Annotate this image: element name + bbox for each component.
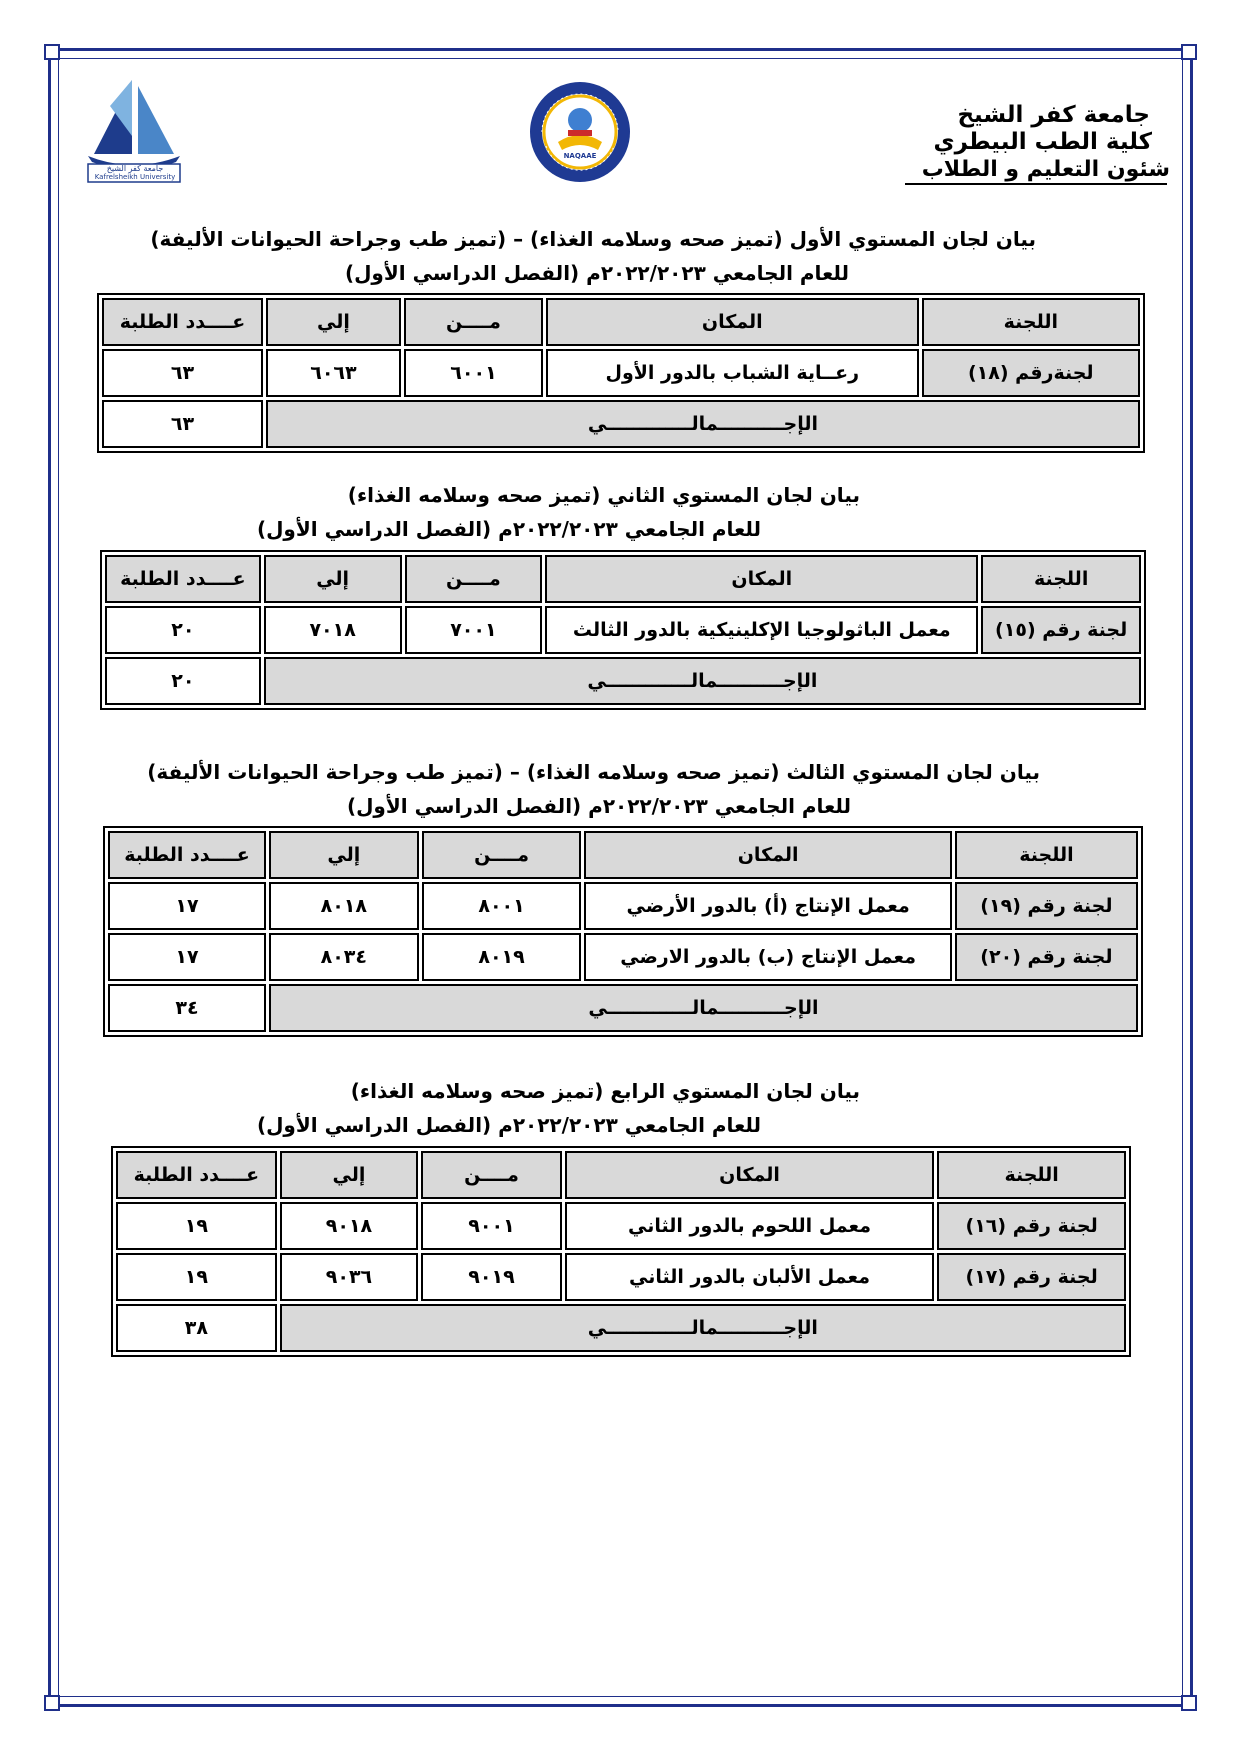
total-value: ٢٠ xyxy=(105,657,261,705)
cell-place: معمل اللحوم بالدور الثاني xyxy=(565,1202,934,1250)
section-subtitle: للعام الجامعي ٢٠٢٢/٢٠٢٣م (الفصل الدراسي الأول) xyxy=(256,517,762,541)
header-committee: اللجنة xyxy=(922,298,1140,346)
logo-left-sub: Kafrelsheikh University xyxy=(94,173,176,181)
header-count: عــــدد الطلبة xyxy=(108,831,266,879)
naqaae-seal xyxy=(528,80,632,184)
header-committee: اللجنة xyxy=(937,1151,1126,1199)
total-row xyxy=(108,984,1138,1032)
header-place: المكان xyxy=(545,555,978,603)
frame-corner xyxy=(1181,44,1197,60)
logo-left-text: جامعة كفر الشيخ xyxy=(106,164,164,173)
cell-committee: لجنة رقم (١٥) xyxy=(981,606,1141,654)
section-subtitle: للعام الجامعي ٢٠٢٢/٢٠٢٣م (الفصل الدراسي الأول) xyxy=(344,261,850,285)
institution-block xyxy=(840,102,1170,183)
header-count: عــــدد الطلبة xyxy=(116,1151,277,1199)
header-committee: اللجنة xyxy=(981,555,1141,603)
table-row xyxy=(102,349,1140,397)
section-level-3 xyxy=(98,755,1040,823)
committee-table-level-4 xyxy=(111,1146,1131,1357)
header-to: إلي xyxy=(280,1151,419,1199)
section-level-2 xyxy=(98,478,860,546)
table-header-row xyxy=(116,1151,1126,1199)
department-name: شئون التعليم و الطلاب xyxy=(921,157,1170,182)
cell-count: ١٩ xyxy=(116,1202,277,1250)
frame-corner xyxy=(1181,1695,1197,1711)
header-place: المكان xyxy=(565,1151,934,1199)
table-row xyxy=(108,882,1138,930)
total-label: الإجــــــــــمالـــــــــــــي xyxy=(269,984,1138,1032)
header-from: مــــن xyxy=(421,1151,562,1199)
cell-from: ٦٠٠١ xyxy=(404,349,543,397)
cell-place: معمل الألبان بالدور الثاني xyxy=(565,1253,934,1301)
cell-to: ٨٠١٨ xyxy=(269,882,419,930)
cell-to: ٦٠٦٣ xyxy=(266,349,401,397)
cell-from: ٨٠٠١ xyxy=(422,882,582,930)
table-row xyxy=(116,1253,1126,1301)
header-place: المكان xyxy=(546,298,919,346)
university-logo xyxy=(80,76,186,186)
cell-committee: لجنة رقم (٢٠) xyxy=(955,933,1138,981)
cell-to: ٩٠١٨ xyxy=(280,1202,419,1250)
cell-to: ٨٠٣٤ xyxy=(269,933,419,981)
table-header-row xyxy=(105,555,1141,603)
section-level-4 xyxy=(98,1074,860,1142)
header-committee: اللجنة xyxy=(955,831,1138,879)
header-from: مــــن xyxy=(404,298,543,346)
header-place: المكان xyxy=(584,831,951,879)
section-title: بيان لجان المستوي الثالث (تميز صحه وسلامه الغذاء) – (تميز طب وجراحة الحيوانات الأليفة) xyxy=(147,760,1040,784)
cell-place: معمل الإنتاج (أ) بالدور الأرضي xyxy=(584,882,951,930)
table-row xyxy=(105,606,1141,654)
cell-committee: لجنة رقم (١٧) xyxy=(937,1253,1126,1301)
section-title: بيان لجان المستوي الرابع (تميز صحه وسلامه الغذاء) xyxy=(350,1079,860,1103)
header-from: مــــن xyxy=(422,831,582,879)
table-row xyxy=(108,933,1138,981)
cell-committee: لجنةرقم (١٨) xyxy=(922,349,1140,397)
header-underline xyxy=(905,183,1167,185)
cell-count: ٦٣ xyxy=(102,349,263,397)
total-value: ٦٣ xyxy=(102,400,263,448)
university-name: جامعة كفر الشيخ xyxy=(957,102,1150,128)
total-value: ٣٨ xyxy=(116,1304,277,1352)
total-label: الإجــــــــــمالـــــــــــــي xyxy=(280,1304,1126,1352)
section-title: بيان لجان المستوي الأول (تميز صحه وسلامه الغذاء) – (تميز طب وجراحة الحيوانات الأليفة) xyxy=(150,227,1036,251)
header-count: عــــدد الطلبة xyxy=(102,298,263,346)
table-header-row xyxy=(102,298,1140,346)
section-title: بيان لجان المستوي الثاني (تميز صحه وسلامه الغذاء) xyxy=(347,483,860,507)
header-to: إلي xyxy=(266,298,401,346)
cell-count: ١٧ xyxy=(108,933,266,981)
cell-from: ٨٠١٩ xyxy=(422,933,582,981)
cell-to: ٩٠٣٦ xyxy=(280,1253,419,1301)
header-from: مــــن xyxy=(405,555,543,603)
cell-place: رعــاية الشباب بالدور الأول xyxy=(546,349,919,397)
cell-place: معمل الإنتاج (ب) بالدور الارضي xyxy=(584,933,951,981)
total-value: ٣٤ xyxy=(108,984,266,1032)
faculty-name: كلية الطب البيطري xyxy=(933,129,1152,155)
cell-committee: لجنة رقم (١٦) xyxy=(937,1202,1126,1250)
frame-corner xyxy=(44,44,60,60)
header-count: عــــدد الطلبة xyxy=(105,555,261,603)
cell-count: ٢٠ xyxy=(105,606,261,654)
total-row xyxy=(116,1304,1126,1352)
cell-committee: لجنة رقم (١٩) xyxy=(955,882,1138,930)
letterhead xyxy=(70,72,1170,188)
cell-count: ١٩ xyxy=(116,1253,277,1301)
header-to: إلي xyxy=(264,555,402,603)
cell-from: ٧٠٠١ xyxy=(405,606,543,654)
total-row xyxy=(102,400,1140,448)
table-header-row xyxy=(108,831,1138,879)
cell-count: ١٧ xyxy=(108,882,266,930)
frame-corner xyxy=(44,1695,60,1711)
seal-text: NAQAAE xyxy=(563,152,597,160)
committee-table-level-3 xyxy=(103,826,1143,1037)
total-label: الإجــــــــــمالـــــــــــــي xyxy=(266,400,1140,448)
total-row xyxy=(105,657,1141,705)
total-label: الإجــــــــــمالـــــــــــــي xyxy=(264,657,1141,705)
section-level-1 xyxy=(98,222,1036,290)
cell-from: ٩٠١٩ xyxy=(421,1253,562,1301)
cell-place: معمل الباثولوجيا الإكلينيكية بالدور الثالث xyxy=(545,606,978,654)
header-to: إلي xyxy=(269,831,419,879)
table-row xyxy=(116,1202,1126,1250)
committee-table-level-1 xyxy=(97,293,1145,453)
section-subtitle: للعام الجامعي ٢٠٢٢/٢٠٢٣م (الفصل الدراسي الأول) xyxy=(346,794,852,818)
section-subtitle: للعام الجامعي ٢٠٢٢/٢٠٢٣م (الفصل الدراسي الأول) xyxy=(256,1113,762,1137)
committee-table-level-2 xyxy=(100,550,1146,710)
cell-from: ٩٠٠١ xyxy=(421,1202,562,1250)
cell-to: ٧٠١٨ xyxy=(264,606,402,654)
